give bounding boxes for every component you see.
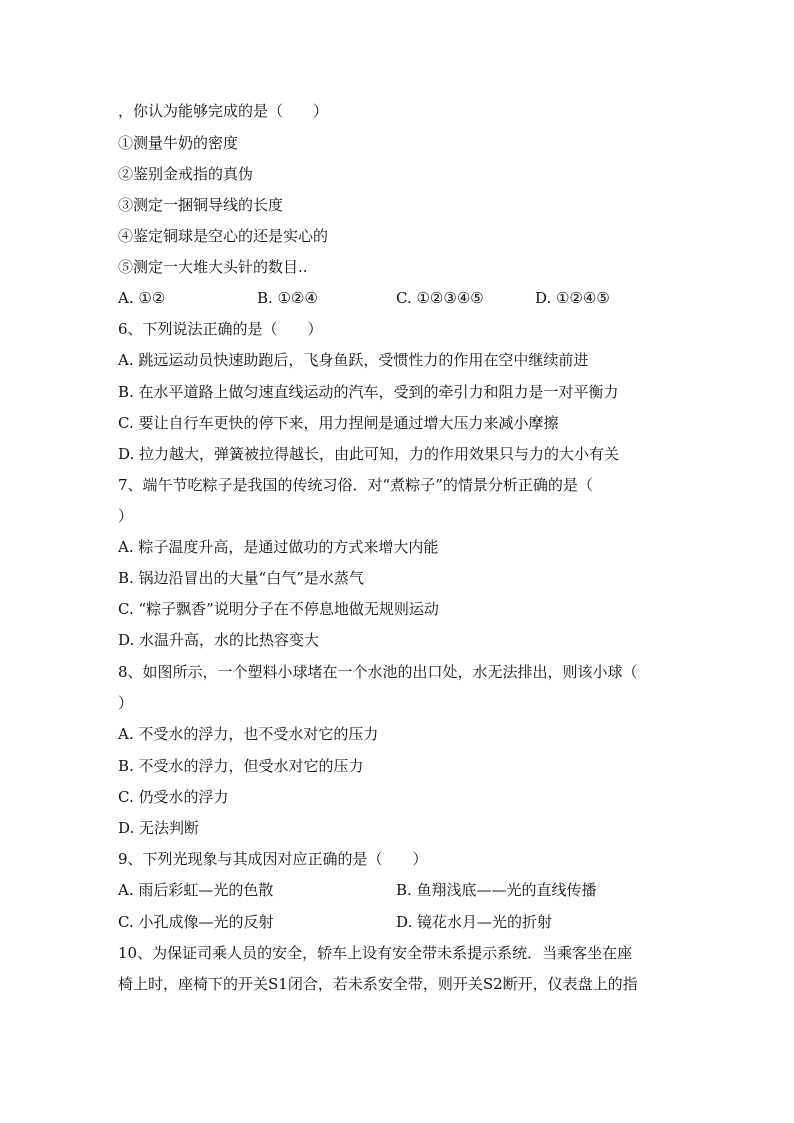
- q9-option-c: C. 小孔成像—光的反射: [118, 913, 274, 931]
- q5-item-4: ④鉴定铜球是空心的还是实心的: [118, 227, 329, 245]
- q5-item-3: ③测定一捆铜导线的长度: [118, 196, 284, 214]
- q8-option-d: D. 无法判断: [118, 819, 200, 837]
- q7-option-c: C. “粽子飘香”说明分子在不停息地做无规则运动: [118, 600, 439, 618]
- q5-item-1: ①测量牛奶的密度: [118, 134, 239, 152]
- q10-stem-line-2: 椅上时，座椅下的开关S1闭合，若未系安全带，则开关S2断开，仪表盘上的指: [118, 975, 638, 993]
- q9-option-a: A. 雨后彩虹—光的色散: [118, 881, 274, 899]
- q8-option-c: C. 仍受水的浮力: [118, 788, 229, 806]
- q8-option-a: A. 不受水的浮力，也不受水对它的压力: [118, 725, 379, 743]
- q5-option-c: C. ①②③④⑤: [396, 289, 484, 307]
- q7-option-d: D. 水温升高，水的比热容变大: [118, 631, 320, 649]
- q7-option-b: B. 锅边沿冒出的大量“白气”是水蒸气: [118, 569, 364, 587]
- q7-stem-line-1: 7、端午节吃粽子是我国的传统习俗．对“煮粽子”的情景分析正确的是（: [118, 476, 593, 494]
- q7-option-a: A. 粽子温度升高，是通过做功的方式来增大内能: [118, 538, 439, 556]
- q9-stem: 9、下列光现象与其成因对应正确的是（ ）: [118, 850, 428, 868]
- q5-stem-tail: ，你认为能够完成的是（ ）: [118, 102, 329, 120]
- q9-option-b: B. 鱼翔浅底——光的直线传播: [396, 881, 597, 899]
- q10-stem-line-1: 10、为保证司乘人员的安全，轿车上设有安全带未系提示系统．当乘客坐在座: [118, 944, 633, 962]
- q8-option-b: B. 不受水的浮力，但受水对它的压力: [118, 757, 364, 775]
- q5-item-2: ②鉴别金戒指的真伪: [118, 165, 254, 183]
- q5-option-b: B. ①②④: [257, 289, 318, 307]
- q6-stem: 6、下列说法正确的是（ ）: [118, 320, 323, 338]
- q8-stem-line-1: 8、如图所示，一个塑料小球堵在一个水池的出口处，水无法排出，则该小球（: [118, 663, 638, 681]
- q5-item-5: ⑤测定一大堆大头针的数目..: [118, 258, 308, 276]
- q5-option-d: D. ①②④⑤: [535, 289, 610, 307]
- q6-option-c: C. 要让自行车更快的停下来，用力捏闸是通过增大压力来减小摩擦: [118, 414, 559, 432]
- q9-option-d: D. 镜花水月—光的折射: [396, 913, 553, 931]
- q6-option-a: A. 跳远运动员快速助跑后，飞身鱼跃，受惯性力的作用在空中继续前进: [118, 351, 589, 369]
- q7-stem-line-2: ）: [118, 507, 134, 525]
- q6-option-b: B. 在水平道路上做匀速直线运动的汽车，受到的牵引力和阻力是一对平衡力: [118, 383, 619, 401]
- q5-option-a: A. ①②: [118, 289, 166, 307]
- q6-option-d: D. 拉力越大，弹簧被拉得越长，由此可知，力的作用效果只与力的大小有关: [118, 445, 620, 463]
- q8-stem-line-2: ）: [118, 694, 134, 712]
